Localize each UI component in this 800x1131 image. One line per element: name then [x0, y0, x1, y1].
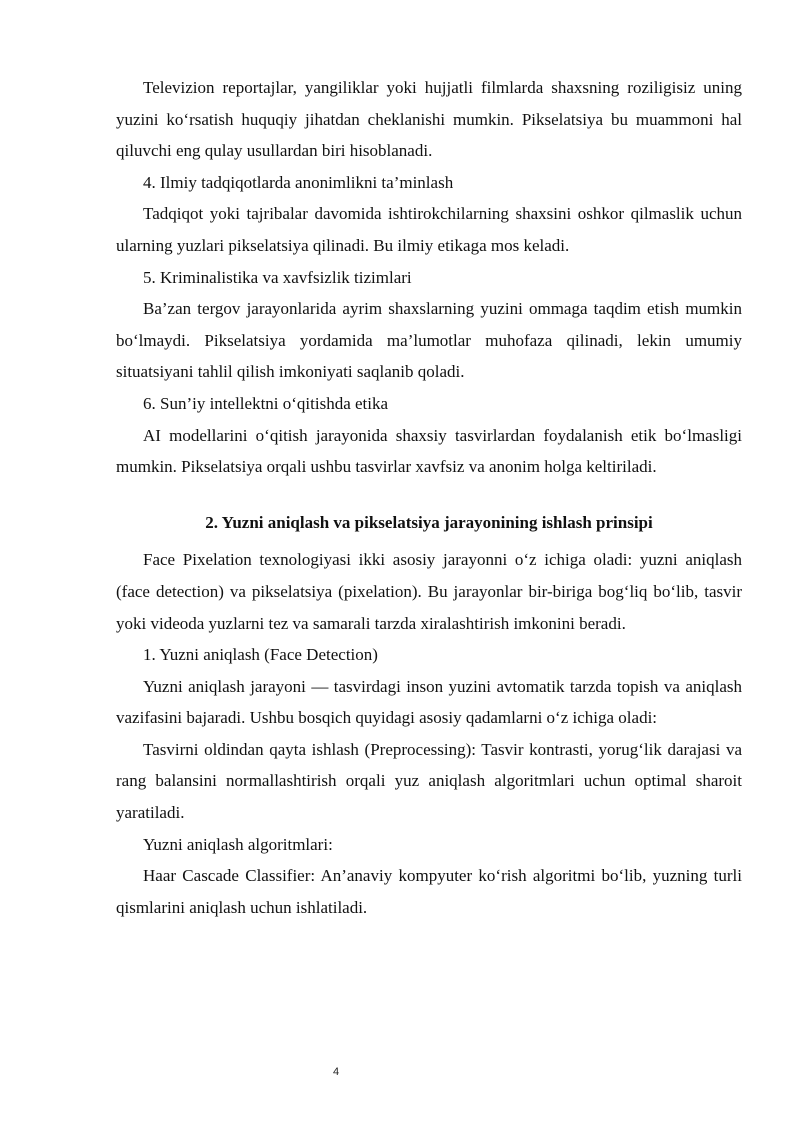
list-heading: 4. Ilmiy tadqiqotlarda anonimlikni ta’minlash: [143, 172, 454, 192]
paragraph: Tasvirni oldindan qayta ishlash (Preprocessing): Tasvir kontrasti, yorug‘lik darajasi va rang balansini normallashtirish orqali yuz aniqlash algoritmlari uchun optimal sharoit yaratiladi.: [116, 739, 742, 823]
paragraph: Ba’zan tergov jarayonlarida ayrim shaxslarning yuzini ommaga taqdim etish mumkin bo‘lmaydi. Pikselatsiya yordamida ma’lumotlar muhofaza qilinadi, lekin umumiy situatsiyani tahlil qilish imkoniyati saqlanib qoladi.: [116, 299, 742, 382]
list-heading: 1. Yuzni aniqlash (Face Detection): [143, 645, 378, 665]
list-heading: 6. Sun’iy intellektni o‘qitishda etika: [143, 393, 389, 413]
paragraph: Tadqiqot yoki tajribalar davomida ishtirokchilarning shaxsini oshkor qilmaslik uchun ularning yuzlari pikselatsiya qilinadi. Bu ilmiy etikaga mos keladi.: [116, 204, 742, 255]
list-heading: Yuzni aniqlash algoritmlari:: [143, 834, 333, 854]
section-title: 2. Yuzni aniqlash va pikselatsiya jarayonining ishlash prinsipi: [205, 512, 653, 532]
page-number: 4: [332, 1066, 340, 1078]
paragraph: AI modellarini o‘qitish jarayonida shaxsiy tasvirlardan foydalanish etik bo‘lmasligi mumkin. Pikselatsiya orqali ushbu tasvirlar xavfsiz va anonim holga keltiriladi.: [116, 425, 742, 477]
list-heading: 5. Kriminalistika va xavfsizlik tizimlari: [143, 267, 412, 287]
paragraph: Televizion reportajlar, yangiliklar yoki hujjatli filmlarda shaxsning roziligisiz uning yuzini ko‘rsatish huquqiy jihatdan cheklanishi mumkin. Pikselatsiya bu muammoni hal qiluvchi eng qulay usullardan biri hisoblanadi.: [116, 78, 742, 161]
document-page: [116, 72, 742, 923]
paragraph: Haar Cascade Classifier: An’anaviy kompyuter ko‘rish algoritmi bo‘lib, yuzning turli qismlarini aniqlash uchun ishlatiladi.: [116, 866, 742, 917]
paragraph: Face Pixelation texnologiyasi ikki asosiy jarayonni o‘z ichiga oladi: yuzni aniqlash (face detection) va pikselatsiya (pixelation). Bu jarayonlar bir-biriga bog‘liq bo‘lib, tasvir yoki videoda yuzlarni tez va samarali tarzda xiralashtirish imkonini beradi.: [116, 550, 742, 633]
paragraph: Yuzni aniqlash jarayoni — tasvirdagi inson yuzini avtomatik tarzda topish va aniqlash vazifasini bajaradi. Ushbu bosqich quyidagi asosiy qadamlarni o‘z ichiga oladi:: [116, 676, 742, 728]
